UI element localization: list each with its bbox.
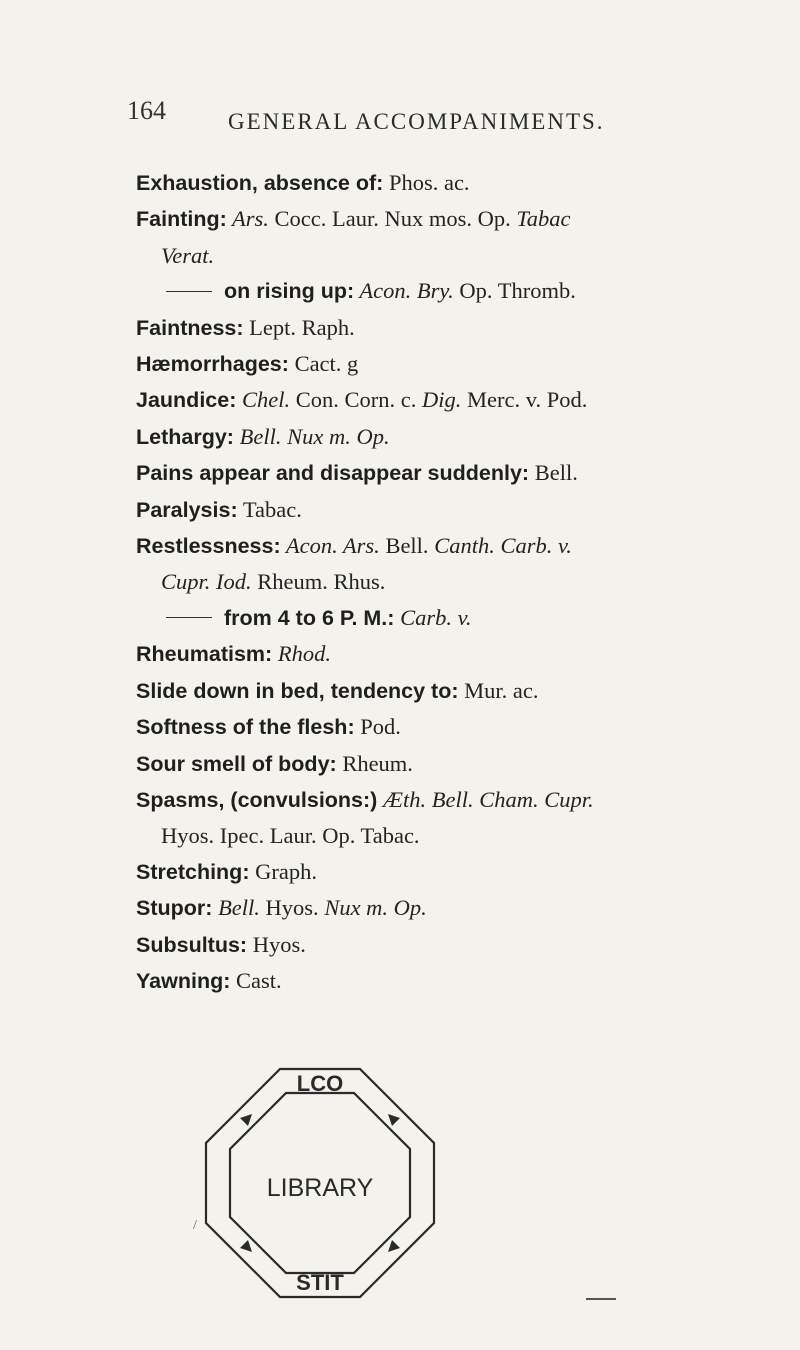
entry-rheumatism (136, 636, 776, 672)
entry-remedies: Op. Thromb. (453, 278, 576, 304)
entry-remedies-italic: Nux m. Op. (324, 895, 427, 921)
entry-remedies-italic: Bell. (212, 895, 260, 921)
entry-slide-down (136, 673, 776, 709)
stamp-library-text: LIBRARY (266, 1174, 374, 1202)
entry-remedies: Pod. (354, 714, 401, 740)
entry-pains (136, 455, 776, 491)
entry-restlessness (136, 528, 776, 564)
entry-continuation (136, 564, 776, 599)
entry-term: Softness of the flesh: (136, 715, 355, 740)
entry-faintness (136, 310, 776, 346)
entry-remedies: Cact. g (288, 351, 359, 377)
entry-remedies: Bell. (379, 533, 435, 559)
entry-continuation (136, 238, 776, 273)
entry-continuation (136, 818, 776, 853)
entry-restlessness-4-to-6 (136, 600, 776, 636)
entry-term: Restlessness: (136, 534, 281, 559)
stray-mark (586, 1298, 616, 1300)
entry-remedies-italic: Tabac (516, 206, 571, 232)
entry-remedies: Phos. ac. (383, 170, 470, 195)
pencil-mark: / (193, 1218, 197, 1233)
entry-term: Rheumatism: (136, 642, 273, 667)
entry-term: Faintness: (136, 315, 244, 340)
entry-lethargy (136, 419, 776, 455)
entry-remedies: Cocc. Laur. Nux mos. Op. (268, 206, 517, 232)
entry-remedies: Tabac. (237, 496, 302, 522)
entry-paralysis (136, 492, 776, 528)
entry-term: Hæmorrhages: (136, 352, 289, 377)
entry-softness (136, 709, 776, 745)
entry-remedies: Hyos. (259, 895, 325, 921)
entry-yawning (136, 963, 776, 999)
entry-term: Fainting: (136, 207, 227, 232)
stamp-top-text: LCO (296, 1071, 344, 1096)
entry-remedies-italic: Verat. (161, 242, 215, 268)
entry-term: Lethargy: (136, 424, 234, 449)
ditto-dash (166, 617, 212, 618)
stamp-bottom-text: STIT (296, 1270, 344, 1295)
entry-term: Exhaustion, absence of: (136, 171, 384, 195)
entry-remedies-italic: Dig. (422, 387, 462, 413)
entry-sour-smell (136, 746, 776, 782)
entry-remedies-italic: Rhod. (272, 641, 331, 667)
entry-remedies: Lept. Raph. (243, 314, 355, 340)
library-stamp (200, 1063, 440, 1303)
entry-fainting-on-rising (136, 273, 776, 309)
entry-remedies: Hyos. Ipec. Laur. Op. Tabac. (161, 823, 420, 849)
entry-haemorrhages (136, 346, 776, 382)
ditto-dash (166, 291, 212, 292)
entry-remedies: Hyos. (247, 931, 306, 957)
entry-remedies-italic: Acon. Bry. (354, 278, 454, 304)
entry-remedies: Rheum. Rhus. (251, 569, 386, 595)
entry-jaundice (136, 382, 776, 418)
entry-term: Stretching: (136, 859, 250, 884)
entry-term: Paralysis: (136, 497, 238, 522)
entry-term: on rising up: (224, 279, 355, 304)
entry-remedies: Merc. v. Pod. (461, 387, 588, 413)
entry-remedies: Mur. ac. (458, 677, 539, 703)
entry-remedies: Bell. (529, 460, 578, 486)
entry-term: Jaundice: (136, 388, 237, 413)
entry-remedies-italic: Acon. Ars. (280, 533, 380, 559)
entry-term: Sour smell of body: (136, 751, 337, 776)
entry-term: Subsultus: (136, 932, 248, 957)
entry-list (136, 165, 776, 999)
entry-remedies-italic: Chel. (236, 387, 291, 413)
entry-remedies-italic: Cupr. Iod. (161, 569, 252, 595)
entry-stretching (136, 854, 776, 890)
entry-remedies: Con. Corn. c. (290, 387, 422, 413)
entry-remedies-italic: Ars. (226, 206, 269, 232)
entry-exhaustion (136, 165, 776, 201)
entry-subsultus (136, 927, 776, 963)
entry-remedies: Graph. (249, 858, 317, 884)
entry-remedies-italic: Bell. Nux m. Op. (233, 423, 390, 449)
entry-remedies-italic: Carb. v. (394, 604, 472, 630)
entry-spasms (136, 782, 776, 818)
running-head: GENERAL ACCOMPANIMENTS. (228, 109, 605, 134)
entry-term: from 4 to 6 P. M.: (224, 605, 395, 630)
entry-stupor (136, 890, 776, 926)
entry-term: Spasms, (convulsions:) (136, 787, 378, 812)
entry-fainting (136, 201, 776, 237)
entry-remedies: Cast. (230, 967, 282, 993)
entry-term: Yawning: (136, 968, 231, 993)
page-number: 164 (127, 96, 166, 125)
entry-term: Slide down in bed, tendency to: (136, 678, 459, 703)
entry-term: Pains appear and disappear suddenly: (136, 461, 530, 486)
entry-remedies: Rheum. (336, 750, 413, 776)
entry-remedies-italic: Canth. Carb. v. (434, 533, 572, 559)
entry-remedies-italic: Æth. Bell. Cham. Cupr. (377, 786, 594, 812)
entry-term: Stupor: (136, 896, 213, 921)
